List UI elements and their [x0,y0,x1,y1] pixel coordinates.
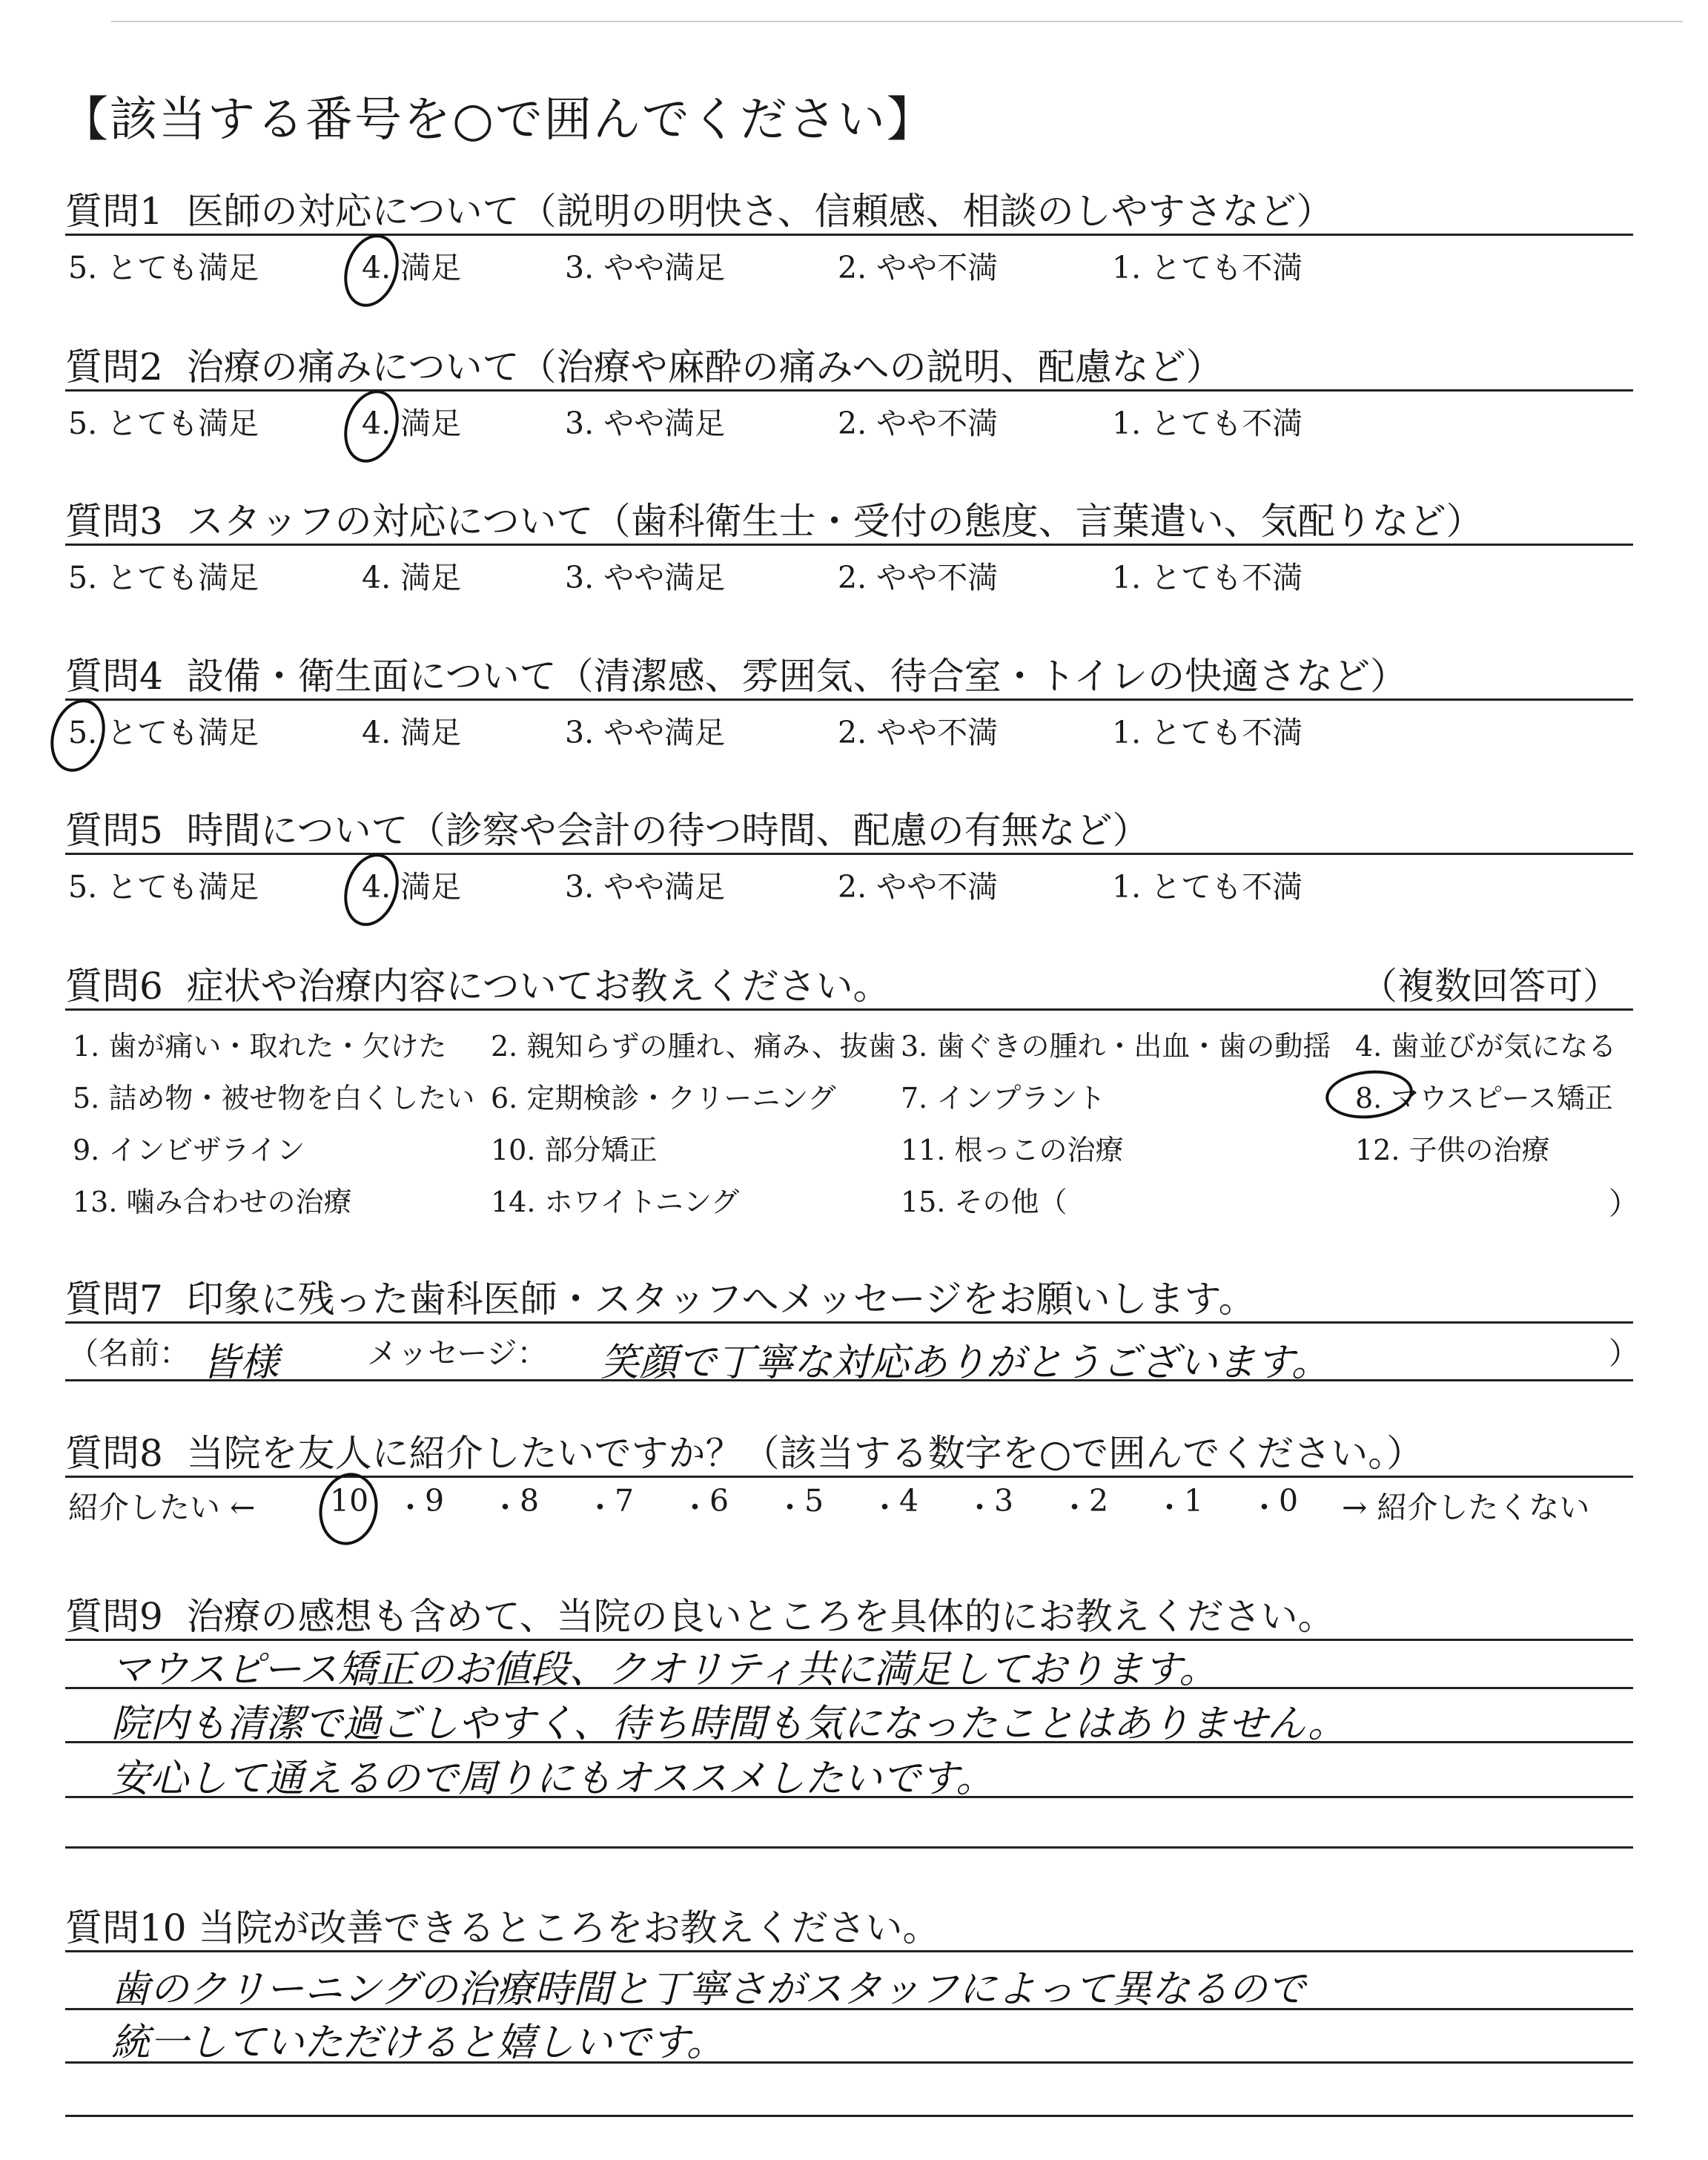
page-title: 【該当する番号を○で囲んでください】 [61,93,936,148]
q5-rule [65,853,1633,855]
q2-option: 4. 満足 [362,406,462,441]
q9-heading [65,1587,1335,1640]
q9-text: 治療の感想も含めて、当院の良いところを具体的にお教えください。 [186,1595,1335,1638]
q1-option: 2. やや不満 [838,250,999,285]
q8-scale-value: 2 [1089,1483,1109,1519]
q5-option: 1. とても不満 [1112,869,1303,905]
q8-separator-dot: ・ [1249,1490,1280,1525]
q8-scale-value: 9 [425,1483,445,1519]
q6-option: 4. 歯並びが気になる [1355,1030,1617,1063]
q8-scale-value: 10 [330,1483,369,1519]
q9-answer-line: 院内も清潔で過ごしやすく、待ち時間も気になったことはありません。 [111,1702,1347,1746]
q8-selected-circle [313,1467,385,1550]
q6-option: 11. 根っこの治療 [901,1134,1124,1166]
q1-rule [65,234,1633,236]
q8-separator-dot: ・ [490,1490,520,1525]
q4-label: 質問4 [65,655,163,698]
q3-label: 質問3 [65,500,163,543]
q1-heading [65,182,1334,235]
q2-option: 3. やや満足 [565,406,726,441]
q8-separator-dot: ・ [395,1490,426,1525]
q8-scale-value: 0 [1279,1483,1299,1519]
q8-scale-value: 6 [709,1483,729,1519]
q7-heading [65,1269,1256,1323]
q3-option: 1. とても不満 [1112,560,1303,595]
q8-rule [65,1476,1633,1478]
q10-answer-line: 統一していただけると嬉しいです。 [111,2021,725,2065]
q10-answer-rule [65,2008,1633,2010]
q1-option: 5. とても満足 [68,250,259,285]
q8-separator-dot: ・ [585,1490,615,1525]
q6-option: 12. 子供の治療 [1355,1134,1550,1166]
q5-text: 時間について（診察や会計の待つ時間、配慮の有無など） [186,809,1150,852]
q1-option: 3. やや満足 [565,250,726,285]
q6-option: 1. 歯が痛い・取れた・欠けた [73,1030,447,1063]
q3-option: 5. とても満足 [68,560,259,595]
q6-heading [65,957,890,1010]
q7-answer-rule [65,1379,1633,1381]
q8-scale-value: 8 [520,1483,540,1519]
q9-answer-line: 安心して通えるので周りにもオススメしたいです。 [111,1757,995,1801]
q2-selected-circle [335,383,407,470]
q6-option: 15. その他（ [901,1186,1068,1218]
q3-option: 2. やや不満 [838,560,999,595]
q3-text: スタッフの対応について（歯科衛生士・受付の態度、言葉遣い、気配りなど） [186,500,1483,543]
q9-answer-rule [65,1796,1633,1798]
q5-option: 4. 満足 [362,869,462,905]
q6-close-paren: ） [1609,1186,1639,1221]
q4-selected-circle [42,693,113,779]
q3-rule [65,544,1633,546]
q6-option: 9. インビザライン [73,1134,305,1166]
q4-rule [65,698,1633,701]
q4-option: 4. 満足 [362,715,462,750]
q9-label: 質問9 [65,1595,163,1638]
q6-option: 2. 親知らずの腫れ、痛み、抜歯 [491,1030,896,1063]
q10-answer-line: 歯のクリーニングの治療時間と丁寧さがスタッフによって異なるので [111,1967,1305,2012]
q5-selected-circle [335,847,407,934]
q6-option: 7. インプラント [901,1082,1106,1114]
q9-answer-rule [65,1846,1633,1849]
q7-rule [65,1321,1633,1324]
q6-text: 症状や治療内容についてお教えください。 [186,965,890,1008]
q4-option: 3. やや満足 [565,715,726,750]
q8-text: 当院を友人に紹介したいですか？（該当する数字を○で囲んでください。） [186,1432,1424,1475]
q5-heading [65,801,1150,854]
q9-answer-rule [65,1687,1633,1689]
q4-text: 設備・衛生面について（清潔感、雰囲気、待合室・トイレの快適さなど） [186,655,1408,698]
q8-right-label: → 紹介したくない [1342,1490,1590,1525]
q5-label: 質問5 [65,809,163,852]
q1-selected-circle [335,228,407,314]
q4-option: 5. とても満足 [68,715,259,750]
q1-label: 質問1 [65,190,163,233]
q10-rule [65,1950,1633,1952]
q6-option: 14. ホワイトニング [491,1186,740,1218]
q6-note: （複数回答可） [1360,965,1620,1008]
q8-scale-value: 5 [804,1483,824,1519]
q5-option: 5. とても満足 [68,869,259,905]
q6-option: 5. 詰め物・被せ物を白くしたい [73,1082,475,1114]
q10-answer-rule [65,2115,1633,2117]
q8-scale-value: 7 [615,1483,635,1519]
q2-rule [65,389,1633,392]
q8-separator-dot: ・ [1059,1490,1090,1525]
q8-separator-dot: ・ [964,1490,995,1525]
q8-separator-dot: ・ [680,1490,710,1525]
q8-scale-value: 1 [1184,1483,1204,1519]
q10-text: 当院が改善できるところをお教えください。 [198,1906,940,1949]
q6-option: 6. 定期検診・クリーニング [491,1082,836,1114]
q6-option: 8. マウスピース矯正 [1355,1082,1613,1114]
scan-edge [111,21,1683,22]
q6-option: 3. 歯ぐきの腫れ・出血・歯の動揺 [901,1030,1331,1063]
q4-option: 2. やや不満 [838,715,999,750]
q6-option: 10. 部分矯正 [491,1134,658,1166]
q7-text: 印象に残った歯科医師・スタッフへメッセージをお願いします。 [186,1278,1256,1321]
q8-separator-dot: ・ [775,1490,805,1525]
q2-label: 質問2 [65,346,163,389]
q10-label: 質問10 [65,1906,187,1949]
q9-answer-line: マウスピース矯正のお値段、クオリティ共に満足しております。 [111,1648,1218,1692]
q1-text: 医師の対応について（説明の明快さ、信頼感、相談のしやすさなど） [186,190,1334,233]
q6-option: 13. 噛み合わせの治療 [73,1186,352,1218]
q6-rule [65,1008,1633,1011]
q1-option: 4. 満足 [362,250,462,285]
q8-heading [65,1424,1423,1477]
q8-scale-value: 4 [899,1483,919,1519]
q3-heading [65,492,1483,545]
q8-separator-dot: ・ [870,1490,900,1525]
q3-option: 4. 満足 [362,560,462,595]
q2-option: 5. とても満足 [68,406,259,441]
q7-name-value: 皆様 [202,1341,279,1385]
q7-message-value: 笑顔で丁寧な対応ありがとうございます。 [600,1341,1330,1385]
q6-label: 質問6 [65,965,163,1008]
q3-option: 3. やや満足 [565,560,726,595]
q8-scale-value: 3 [994,1483,1014,1519]
q2-heading [65,337,1223,391]
q9-answer-rule [65,1741,1633,1743]
q8-label: 質問8 [65,1432,163,1475]
q5-option: 2. やや不満 [838,869,999,905]
q7-message-label: メッセージ： [367,1335,548,1371]
q5-option: 3. やや満足 [565,869,726,905]
q1-option: 1. とても不満 [1112,250,1303,285]
q8-separator-dot: ・ [1154,1490,1185,1525]
q7-name-label: （名前： [68,1335,190,1371]
q7-label: 質問7 [65,1278,163,1321]
q8-left-label: 紹介したい ← [68,1490,256,1525]
q2-option: 1. とても不満 [1112,406,1303,441]
q10-heading [65,1898,940,1952]
q7-close-paren: ） [1609,1335,1639,1371]
q4-option: 1. とても不満 [1112,715,1303,750]
q2-option: 2. やや不満 [838,406,999,441]
q2-text: 治療の痛みについて（治療や麻酔の痛みへの説明、配慮など） [186,346,1223,389]
q4-heading [65,647,1407,700]
q10-answer-rule [65,2061,1633,2064]
